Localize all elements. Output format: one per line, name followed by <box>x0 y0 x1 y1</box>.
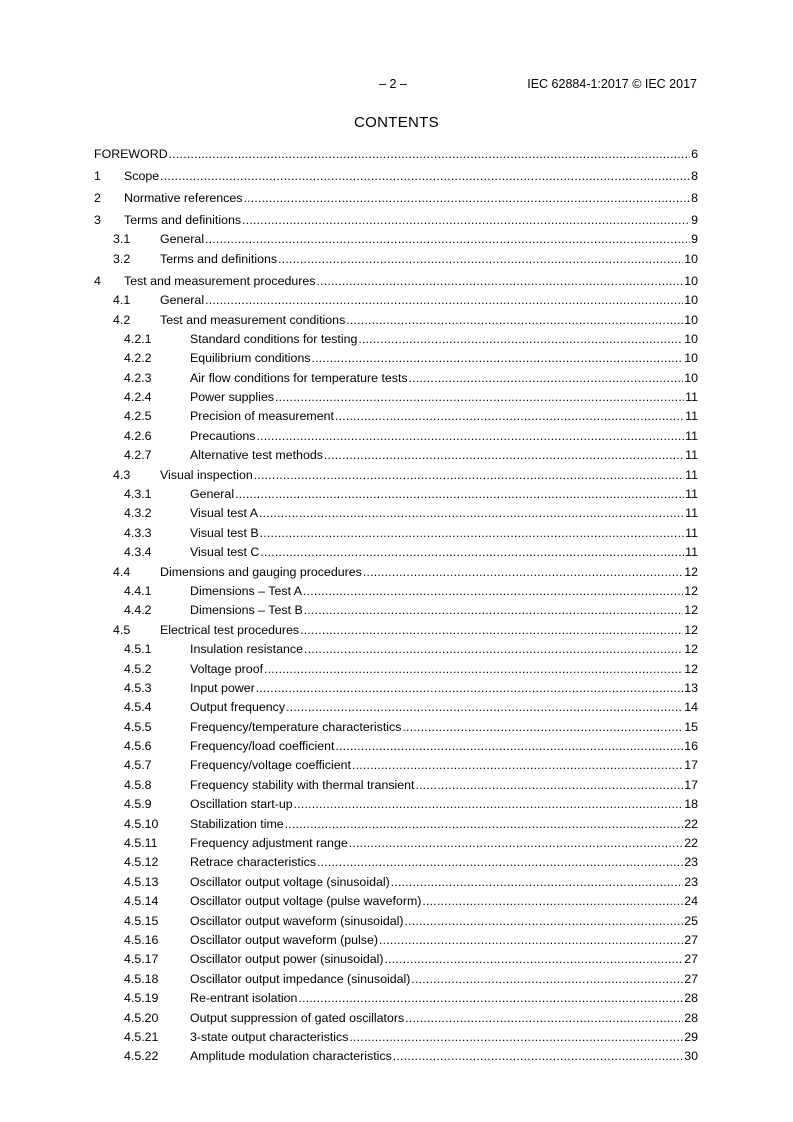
toc-entry-title: Standard conditions for testing <box>190 331 358 346</box>
toc-entry-number: 4.5.13 <box>124 874 159 889</box>
toc-dot-leader <box>317 853 683 872</box>
toc-entry[interactable] <box>94 853 698 872</box>
toc-entry[interactable] <box>94 795 698 814</box>
toc-entry-page: 12 <box>684 622 698 637</box>
toc-entry-title: General <box>190 487 235 502</box>
toc-entry-page: 10 <box>684 273 698 288</box>
toc-entry-title: Precision of measurement <box>190 409 334 424</box>
toc-entry[interactable] <box>94 970 698 989</box>
toc-entry[interactable] <box>94 679 698 698</box>
toc-entry[interactable] <box>94 563 698 582</box>
toc-entry-title: Frequency/voltage coefficient <box>190 758 351 773</box>
toc-entry-title: Oscillator output impedance (sinusoidal) <box>190 971 411 986</box>
toc-entry-number: 4.5.10 <box>124 816 159 831</box>
toc-entry-number: 4.2.6 <box>124 428 152 443</box>
toc-entry-number: 4.3.1 <box>124 487 152 502</box>
toc-entry-number: 4.5.2 <box>124 661 152 676</box>
toc-entry[interactable] <box>94 640 698 659</box>
toc-entry-title: FOREWORD <box>94 147 168 161</box>
toc-entry[interactable] <box>94 834 698 853</box>
toc-entry-number: 4.2.4 <box>124 390 152 405</box>
toc-entry-number: 4.5.11 <box>124 836 158 851</box>
toc-entry-number: 4.4 <box>113 564 131 579</box>
toc-entry-page: 29 <box>684 1029 698 1044</box>
toc-entry-title: Test and measurement procedures <box>124 273 316 288</box>
toc-entry-number: 4.5.3 <box>124 680 152 695</box>
toc-entry-page: 10 <box>684 351 698 366</box>
toc-entry-title: Input power <box>190 680 255 695</box>
toc-entry-number: 4.2.1 <box>124 331 152 346</box>
toc-entry-number: 4.5.14 <box>124 894 159 909</box>
toc-entry-page: 22 <box>684 816 698 831</box>
toc-entry[interactable] <box>94 873 698 892</box>
toc-entry-number: 4.5.7 <box>124 758 152 773</box>
toc-entry-number: 4.2 <box>113 312 131 327</box>
toc-entry-page: 10 <box>684 331 698 346</box>
toc-entry-page: 27 <box>684 971 698 986</box>
toc-entry[interactable] <box>94 349 698 368</box>
toc-entry-page: 11 <box>685 428 698 443</box>
toc-entry-page: 11 <box>685 409 698 424</box>
toc-entry-title: Re-entrant isolation <box>190 991 298 1006</box>
toc-entry[interactable] <box>94 230 698 249</box>
toc-entry-page: 11 <box>685 448 698 463</box>
toc-entry-title: Oscillator output power (sinusoidal) <box>190 952 384 967</box>
toc-dot-leader <box>393 1047 683 1066</box>
toc-entry-page: 10 <box>684 370 698 385</box>
toc-entry[interactable] <box>94 446 698 465</box>
toc-entry-title: Dimensions – Test A <box>190 583 303 598</box>
toc-entry[interactable] <box>94 388 698 407</box>
toc-entry-title: General <box>160 293 205 308</box>
toc-entry-number: 3 <box>94 212 101 227</box>
toc-entry-title: Voltage proof <box>190 661 264 676</box>
toc-entry-title: Oscillator output voltage (pulse waveform) <box>190 894 422 909</box>
toc-entry[interactable] <box>94 737 698 756</box>
toc-entry[interactable] <box>94 776 698 795</box>
toc-entry-number: 4.5.15 <box>124 913 159 928</box>
toc-entry-title: Oscillator output waveform (pulse) <box>190 933 378 947</box>
toc-entry-number: 4.5 <box>113 622 131 637</box>
toc-entry-title: Oscillator output waveform (sinusoidal) <box>190 913 404 928</box>
toc-entry-title: Dimensions – Test B <box>190 603 303 618</box>
toc-entry-number: 4.5.9 <box>124 797 152 812</box>
toc-dot-leader <box>300 621 683 640</box>
toc-entry-page: 12 <box>684 583 698 598</box>
toc-entry-number: 4.5.1 <box>124 642 152 657</box>
toc-dot-leader <box>285 815 684 834</box>
toc-entry-page: 28 <box>684 991 698 1006</box>
toc-entry-title: Frequency/load coefficient <box>190 739 335 754</box>
toc-entry-page: 9 <box>691 232 698 247</box>
toc-entry-title: Air flow conditions for temperature tests <box>190 370 408 385</box>
toc-entry-page: 27 <box>684 933 698 947</box>
toc-entry-page: 23 <box>684 855 698 870</box>
toc-entry-title: Oscillation start-up <box>190 797 293 812</box>
toc-entry[interactable] <box>94 718 698 737</box>
toc-entry[interactable] <box>94 756 698 775</box>
toc-dot-leader <box>335 407 684 426</box>
toc-entry[interactable] <box>94 931 698 950</box>
toc-entry-title: Oscillator output voltage (sinusoidal) <box>190 874 390 889</box>
toc-entry[interactable] <box>94 1009 698 1028</box>
toc-dot-leader <box>264 660 683 679</box>
toc-entry-page: 17 <box>684 777 698 792</box>
toc-entry-title: Test and measurement conditions <box>160 312 346 327</box>
toc-entry-number: 4.5.16 <box>124 933 159 947</box>
toc-dot-leader <box>385 950 684 969</box>
toc-entry-title: Output frequency <box>190 700 286 715</box>
toc-entry[interactable] <box>94 369 698 388</box>
toc-entry[interactable] <box>94 543 698 562</box>
toc-entry-page: 9 <box>691 212 698 227</box>
toc-entry-title: Retrace characteristics <box>190 855 317 870</box>
toc-dot-leader <box>422 892 683 911</box>
toc-entry[interactable] <box>94 621 698 640</box>
toc-entry-page: 17 <box>684 758 698 773</box>
toc-entry-title: Stabilization time <box>190 816 284 831</box>
toc-entry-page: 24 <box>684 894 698 909</box>
toc-dot-leader <box>352 756 683 775</box>
contents-title: CONTENTS <box>354 114 439 131</box>
page-number: – 2 – <box>379 77 407 91</box>
toc-entry-number: 4.4.2 <box>124 603 152 618</box>
toc-entry-page: 10 <box>684 251 698 266</box>
toc-dot-leader <box>335 737 683 756</box>
toc-entry[interactable] <box>94 427 698 446</box>
toc-entry-number: 4.5.17 <box>124 952 159 967</box>
toc-entry-page: 11 <box>685 390 698 405</box>
toc-entry-title: Normative references <box>124 190 243 205</box>
toc-entry[interactable] <box>94 291 698 310</box>
toc-dot-leader <box>402 718 683 737</box>
toc-entry-page: 6 <box>691 147 698 161</box>
toc-dot-leader <box>286 698 683 717</box>
toc-entry-number: 4.5.20 <box>124 1010 159 1025</box>
toc-entry[interactable] <box>94 485 698 504</box>
toc-entry-number: 4.5.4 <box>124 700 152 715</box>
toc-dot-leader <box>254 466 684 485</box>
toc-entry-page: 11 <box>685 467 698 482</box>
toc-entry-number: 2 <box>94 190 101 205</box>
toc-dot-leader <box>404 912 683 931</box>
toc-entry-page: 8 <box>691 190 698 205</box>
toc-entry-number: 4.5.19 <box>124 991 159 1006</box>
toc-entry-number: 4.2.2 <box>124 351 152 366</box>
toc-entry-title: Terms and definitions <box>124 212 242 227</box>
toc-entry-title: Precautions <box>190 428 256 443</box>
toc-entry-number: 4.4.1 <box>124 583 152 598</box>
toc-entry-page: 8 <box>691 168 698 183</box>
toc-dot-leader <box>260 543 684 562</box>
toc-entry-number: 4.2.7 <box>124 448 152 463</box>
toc-dot-leader <box>349 1028 683 1047</box>
toc-entry-page: 15 <box>684 719 698 734</box>
toc-entry[interactable] <box>94 912 698 931</box>
toc-entry[interactable] <box>94 167 698 186</box>
toc-entry-page: 10 <box>684 293 698 308</box>
toc-entry[interactable] <box>94 698 698 717</box>
toc-entry-title: Power supplies <box>190 390 275 405</box>
toc-dot-leader <box>160 167 690 186</box>
toc-dot-leader <box>256 427 684 446</box>
toc-dot-leader <box>298 989 683 1008</box>
toc-entry-page: 27 <box>684 952 698 967</box>
toc-entry-page: 23 <box>684 874 698 889</box>
toc-entry[interactable] <box>94 660 698 679</box>
toc-entry-number: 4.5.8 <box>124 777 152 792</box>
toc-entry-title: Frequency stability with thermal transient <box>190 777 415 792</box>
toc-dot-leader <box>256 679 683 698</box>
toc-dot-leader <box>259 504 684 523</box>
toc-entry-number: 4.3.2 <box>124 506 152 521</box>
toc-entry-title: Visual test B <box>190 525 259 540</box>
toc-entry-page: 11 <box>685 506 698 521</box>
toc-entry[interactable] <box>94 950 698 969</box>
toc-entry-page: 16 <box>684 739 698 754</box>
toc-dot-leader <box>275 388 684 407</box>
toc-entry[interactable] <box>94 407 698 426</box>
toc-dot-leader <box>405 1009 683 1028</box>
toc-dot-leader <box>358 330 683 349</box>
toc-entry[interactable] <box>94 815 698 834</box>
toc-entry-number: 4.5.5 <box>124 719 152 734</box>
toc-entry-title: Frequency/temperature characteristics <box>190 719 402 734</box>
toc-entry-page: 12 <box>684 603 698 618</box>
toc-entry-title: Insulation resistance <box>190 642 303 657</box>
toc-entry-page: 13 <box>684 680 698 695</box>
toc-entry-number: 4.1 <box>113 293 131 308</box>
toc-entry[interactable] <box>94 272 698 291</box>
toc-dot-leader <box>379 931 683 950</box>
toc-entry-number: 4.5.12 <box>124 855 159 870</box>
toc-entry-number: 4.5.22 <box>124 1049 159 1064</box>
toc-entry[interactable] <box>94 311 698 330</box>
toc-dot-leader <box>205 230 690 249</box>
toc-entry[interactable] <box>94 250 698 269</box>
toc-entry-page: 12 <box>684 661 698 676</box>
toc-entry-page: 30 <box>684 1049 698 1064</box>
toc-entry-title: Equilibrium conditions <box>190 351 311 366</box>
toc-dot-leader <box>324 446 684 465</box>
toc-dot-leader <box>278 250 683 269</box>
toc-dot-leader <box>260 524 684 543</box>
toc-entry[interactable] <box>94 601 698 620</box>
toc-dot-leader <box>243 189 690 208</box>
toc-entry-title: General <box>160 232 205 247</box>
toc-dot-leader <box>235 485 684 504</box>
toc-entry-number: 4.5.6 <box>124 739 152 754</box>
toc-entry-number: 3.2 <box>113 251 131 266</box>
toc-entry-number: 4 <box>94 273 101 288</box>
toc-dot-leader <box>346 311 683 330</box>
toc-entry[interactable] <box>94 1028 698 1047</box>
toc-entry-number: 4.3 <box>113 467 131 482</box>
toc-entry-title: Visual inspection <box>160 467 253 482</box>
toc-entry-title: Visual test C <box>190 545 260 560</box>
toc-entry[interactable] <box>94 466 698 485</box>
toc-entry-number: 1 <box>94 168 101 183</box>
toc-entry[interactable] <box>94 211 698 230</box>
toc-entry-title: Electrical test procedures <box>160 622 300 637</box>
toc-entry-page: 28 <box>684 1010 698 1025</box>
toc-dot-leader <box>242 211 690 230</box>
toc-entry-title: Scope <box>124 168 160 183</box>
toc-entry[interactable] <box>94 524 698 543</box>
toc-dot-leader <box>312 349 684 368</box>
toc-entry[interactable] <box>94 504 698 523</box>
standard-reference: IEC 62884-1:2017 © IEC 2017 <box>527 77 697 91</box>
toc-entry-number: 4.3.4 <box>124 545 152 560</box>
toc-entry-title: Amplitude modulation characteristics <box>190 1049 392 1064</box>
toc-entry-title: Dimensions and gauging procedures <box>160 564 362 579</box>
toc-entry-page: 25 <box>684 913 698 928</box>
toc-entry[interactable] <box>94 989 698 1008</box>
toc-entry[interactable] <box>94 1047 698 1066</box>
toc-entry[interactable] <box>94 145 698 164</box>
toc-dot-leader <box>411 970 683 989</box>
toc-entry-title: Terms and definitions <box>160 251 278 266</box>
toc-dot-leader <box>349 834 683 853</box>
toc-dot-leader <box>303 582 683 601</box>
toc-dot-leader <box>409 369 684 388</box>
toc-dot-leader <box>316 272 683 291</box>
toc-entry-page: 12 <box>684 642 698 657</box>
toc-entry[interactable] <box>94 330 698 349</box>
toc-entry-page: 11 <box>685 487 698 502</box>
toc-dot-leader <box>416 776 684 795</box>
toc-entry-title: Visual test A <box>190 506 258 521</box>
toc-entry[interactable] <box>94 892 698 911</box>
toc-entry[interactable] <box>94 189 698 208</box>
toc-entry-page: 22 <box>684 836 698 851</box>
toc-dot-leader <box>304 601 683 620</box>
toc-entry-number: 4.5.21 <box>124 1029 159 1044</box>
toc-entry-page: 14 <box>684 700 698 715</box>
toc-dot-leader <box>304 640 683 659</box>
toc-entry-page: 18 <box>684 797 698 812</box>
toc-entry-page: 10 <box>684 312 698 327</box>
toc-entry-number: 4.2.3 <box>124 370 152 385</box>
toc-dot-leader <box>391 873 683 892</box>
toc-entry-number: 4.2.5 <box>124 409 152 424</box>
toc-dot-leader <box>294 795 684 814</box>
toc-entry-number: 4.3.3 <box>124 525 152 540</box>
toc-dot-leader <box>363 563 683 582</box>
toc-dot-leader <box>169 145 690 164</box>
toc-entry-number: 4.5.18 <box>124 971 159 986</box>
toc-entry-title: Output suppression of gated oscillators <box>190 1010 405 1025</box>
toc-entry-number: 3.1 <box>113 232 131 247</box>
toc-entry-page: 11 <box>685 545 698 560</box>
toc-entry-title: 3-state output characteristics <box>190 1029 349 1044</box>
toc-dot-leader <box>205 291 683 310</box>
toc-entry-title: Frequency adjustment range <box>190 836 348 851</box>
toc-entry-page: 11 <box>685 525 698 540</box>
toc-entry-page: 12 <box>684 564 698 579</box>
toc-entry[interactable] <box>94 582 698 601</box>
table-of-contents <box>94 145 698 1067</box>
toc-entry-title: Alternative test methods <box>190 448 323 463</box>
